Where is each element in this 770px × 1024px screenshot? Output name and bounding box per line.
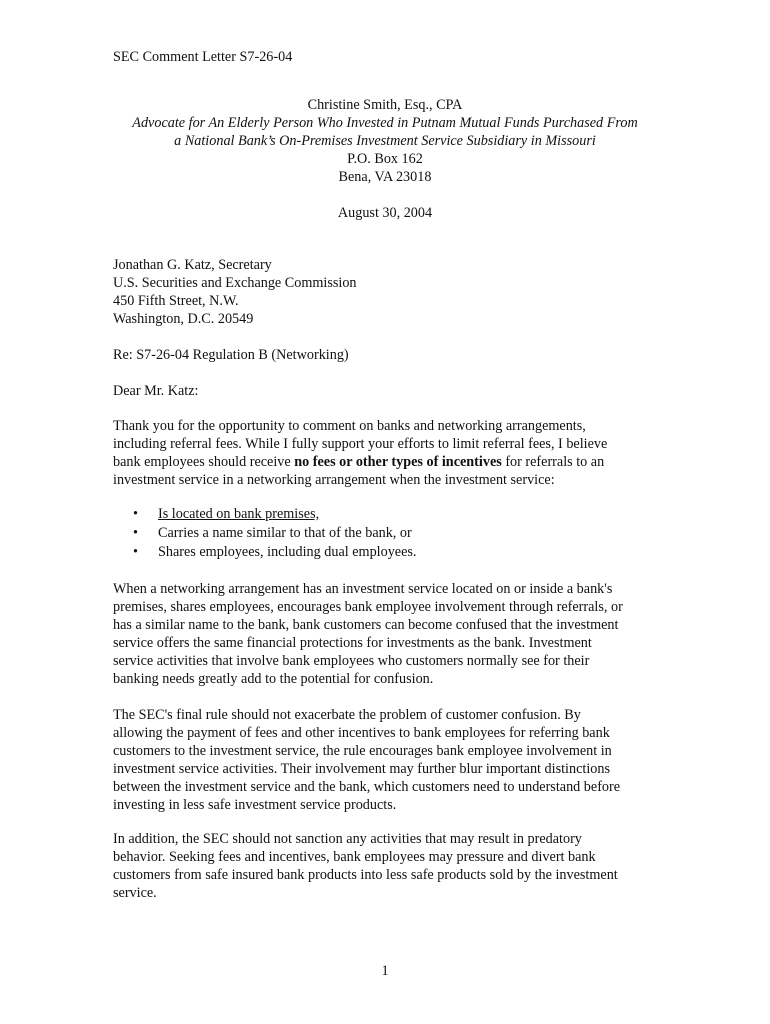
para1-emphasis: no fees or other types of incentives bbox=[294, 454, 502, 470]
sender-address-1: P.O. Box 162 bbox=[347, 151, 423, 167]
para3-line-4: investment service activities. Their involvement may further blur important distinctions bbox=[113, 761, 610, 777]
letter-date: August 30, 2004 bbox=[337, 205, 433, 221]
list-item bbox=[113, 505, 416, 524]
para4-line-1: In addition, the SEC should not sanction any activities that may result in predatory bbox=[113, 831, 582, 847]
para3-line-2: allowing the payment of fees and other incentives to bank employees for referring bank bbox=[113, 725, 610, 741]
para1-line-4: investment service in a networking arrangement when the investment service: bbox=[113, 472, 555, 488]
para1-line-2: including referral fees. While I fully support your efforts to limit referral fees, I believe bbox=[113, 436, 608, 452]
para4-line-3: customers from safe insured bank products into less safe products sold by the investment bbox=[113, 867, 618, 883]
para2-line-2: premises, shares employees, encourages bank employee involvement through referrals, or bbox=[113, 599, 623, 615]
sender-name: Christine Smith, Esq., CPA bbox=[307, 97, 463, 113]
para2-line-4: service offers the same financial protections for investments as the bank. Investment bbox=[113, 635, 592, 651]
criteria-list bbox=[113, 505, 416, 562]
page-number: 1 bbox=[381, 963, 389, 979]
para1-line-3 bbox=[113, 453, 604, 471]
para1-line-3-post: for referrals to an bbox=[501, 454, 605, 470]
sender-role-line-2: a National Bank’s On-Premises Investment Service Subsidiary in Missouri bbox=[174, 133, 596, 149]
para3-line-5: between the investment service and the bank, which customers need to understand before bbox=[113, 779, 621, 795]
list-item bbox=[113, 524, 416, 543]
bullet-text-2: Carries a name similar to that of the bank, or bbox=[158, 525, 412, 541]
bullet-text-3: Shares employees, including dual employees. bbox=[158, 544, 417, 560]
para1-line-1: Thank you for the opportunity to comment on banks and networking arrangements, bbox=[113, 418, 586, 434]
para4-line-4: service. bbox=[113, 885, 157, 901]
para3-line-3: customers to the investment service, the rule encourages bank employee involvement in bbox=[113, 743, 612, 759]
para4-line-2: behavior. Seeking fees and incentives, bank employees may pressure and divert bank bbox=[113, 849, 596, 865]
para2-line-6: banking needs greatly add to the potential for confusion. bbox=[113, 671, 434, 687]
bullet-icon: • bbox=[133, 525, 138, 541]
list-item bbox=[113, 543, 416, 562]
doc-reference: SEC Comment Letter S7-26-04 bbox=[113, 49, 293, 65]
para3-line-6: investing in less safe investment service products. bbox=[113, 797, 397, 813]
recipient-line-4: Washington, D.C. 20549 bbox=[113, 311, 254, 327]
sender-address-2: Bena, VA 23018 bbox=[338, 169, 432, 185]
recipient-line-2: U.S. Securities and Exchange Commission bbox=[113, 275, 357, 291]
sender-role-line-1: Advocate for An Elderly Person Who Invested in Putnam Mutual Funds Purchased From bbox=[132, 115, 638, 131]
recipient-line-3: 450 Fifth Street, N.W. bbox=[113, 293, 239, 309]
para1-line-3-pre: bank employees should receive bbox=[113, 454, 295, 470]
salutation: Dear Mr. Katz: bbox=[113, 383, 199, 399]
re-line: Re: S7-26-04 Regulation B (Networking) bbox=[113, 347, 349, 363]
bullet-icon: • bbox=[133, 506, 138, 522]
bullet-text-1: Is located on bank premises, bbox=[158, 506, 320, 522]
para3-line-1: The SEC's final rule should not exacerbate the problem of customer confusion. By bbox=[113, 707, 581, 723]
recipient-line-1: Jonathan G. Katz, Secretary bbox=[113, 257, 272, 273]
para2-line-3: has a similar name to the bank, bank customers can become confused that the investment bbox=[113, 617, 619, 633]
para2-line-1: When a networking arrangement has an investment service located on or inside a bank's bbox=[113, 581, 613, 597]
para2-line-5: service activities that involve bank employees who customers normally see for their bbox=[113, 653, 590, 669]
bullet-icon: • bbox=[133, 544, 138, 560]
